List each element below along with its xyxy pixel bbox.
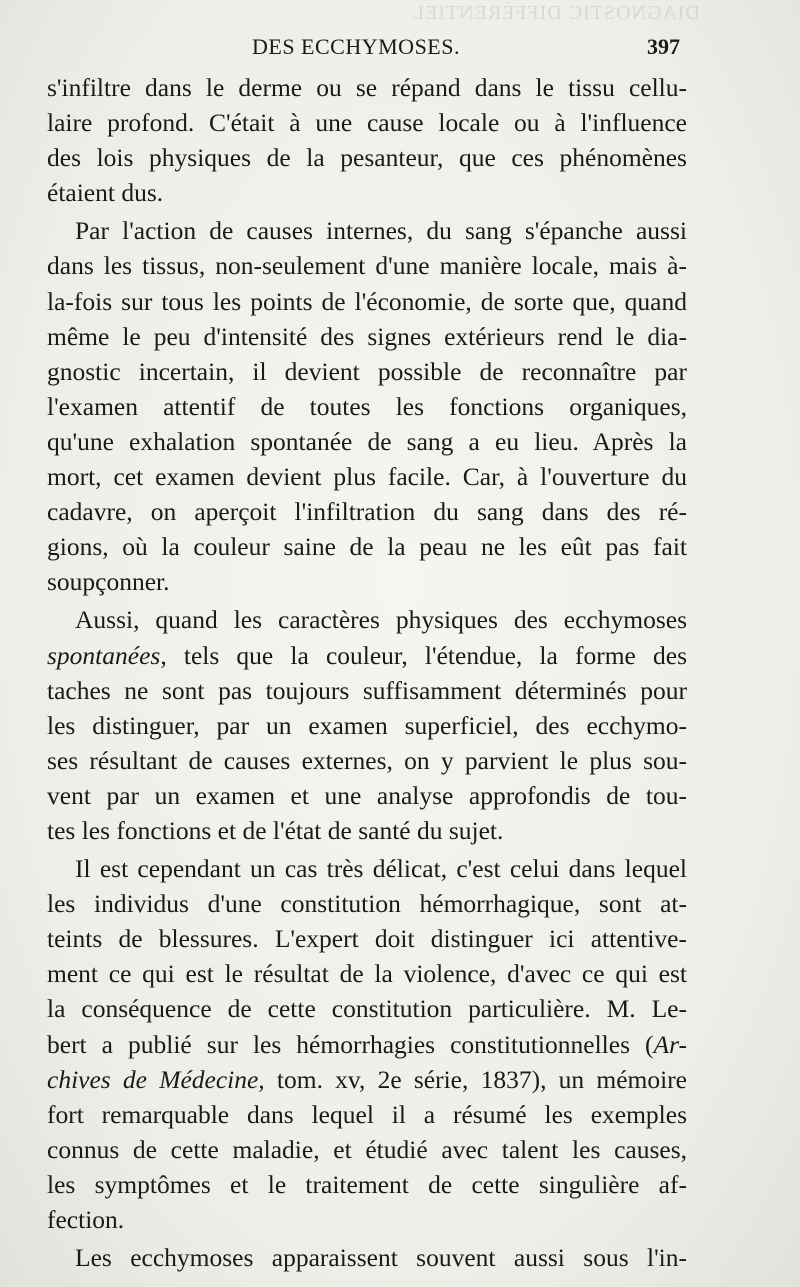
text-line: l'examen attentif de toutes les fonctions organiques, [47,391,687,421]
text-line: Les ecchymoses apparaissent souvent aussi sous l'in- [75,1243,687,1273]
text-line: teints de blessures. L'expert doit distinguer ici attentive- [47,924,687,954]
text-line: fection. [47,1205,125,1234]
text-line: même le peu d'intensité des signes extérieurs rend le dia- [47,321,687,351]
paragraph [47,70,687,210]
page-number: 397 [647,34,680,59]
text-line: ment ce qui est le résultat de la violence, d'avec ce qui est [47,959,687,989]
italic-text: chives de Médecine, [47,1064,265,1094]
text-line [47,638,687,673]
text-line: étaient dus. [47,178,164,208]
text-line: qu'une exhalation spontanée de sang a eu lieu. Après la [47,426,687,456]
text-line: laire profond. C'était à une cause locale ou à l'influence [47,108,687,138]
italic-text: spontanées [47,640,161,670]
text-line: cadavre, on aperçoit l'infiltration du sang dans des ré- [47,497,687,527]
page-header [40,34,680,64]
text-line: des lois physiques de la pesanteur, que ces phénomènes [47,143,687,173]
paragraph [47,602,687,848]
text-line: les distinguer, par un examen superficiel, des ecchymo- [47,710,687,740]
running-title: DES ECCHYMOSES. [252,34,460,59]
text-line: taches ne sont pas toujours suffisamment déterminés pour [47,675,687,705]
paragraph [47,851,687,1237]
text-line: mort, cet examen devient plus facile. Car, à l'ouverture du [47,462,687,492]
text-line: gions, où la couleur saine de la peau ne les eût pas fait [47,532,687,562]
text-line [47,1027,687,1062]
text-run: bert a publié sur les hémorrhagies constitutionnelles ( [47,1029,654,1059]
text-line [47,1062,687,1097]
show-through-text: DIAGNOSTIC DIFFÉRENTIEL [410,2,700,24]
body-text [47,70,687,1275]
text-run: tom. xv, 2e série, 1837), un mémoire [264,1064,687,1094]
text-run: , tels que la couleur, l'étendue, la forme des [160,640,687,670]
text-line: tes les fonctions et de l'état de santé du sujet. [47,815,504,845]
text-line: la conséquence de cette constitution particulière. M. Le- [47,994,687,1024]
text-line: s'infiltre dans le derme ou se répand dans le tissu cellu- [47,73,687,102]
text-line: les individus d'une constitution hémorrhagique, sont at- [47,889,687,919]
paragraph [47,1240,687,1275]
text-line: Aussi, quand les caractères physiques des ecchymoses [75,605,687,635]
text-line: vent par un examen et une analyse approfondis de tou- [47,780,687,810]
text-line: dans les tissus, non-seulement d'une manière locale, mais à- [47,251,687,281]
text-line: soupçonner. [47,567,170,597]
text-line: la-fois sur tous les points de l'économie, de sorte que, quand [47,286,687,316]
text-line: Par l'action de causes internes, du sang s'épanche aussi [75,216,687,246]
text-line: Il est cependant un cas très délicat, c'est celui dans lequel [75,854,687,884]
paragraph [47,213,687,599]
text-line: les symptômes et le traitement de cette singulière af- [47,1169,687,1199]
text-line: connus de cette maladie, et étudié avec talent les causes, [47,1134,687,1164]
italic-text: Ar- [653,1029,687,1059]
text-line: gnostic incertain, il devient possible de reconnaître par [47,356,687,386]
text-line: fort remarquable dans lequel il a résumé les exemples [47,1099,687,1129]
text-line: ses résultant de causes externes, on y parvient le plus sou- [47,745,687,775]
